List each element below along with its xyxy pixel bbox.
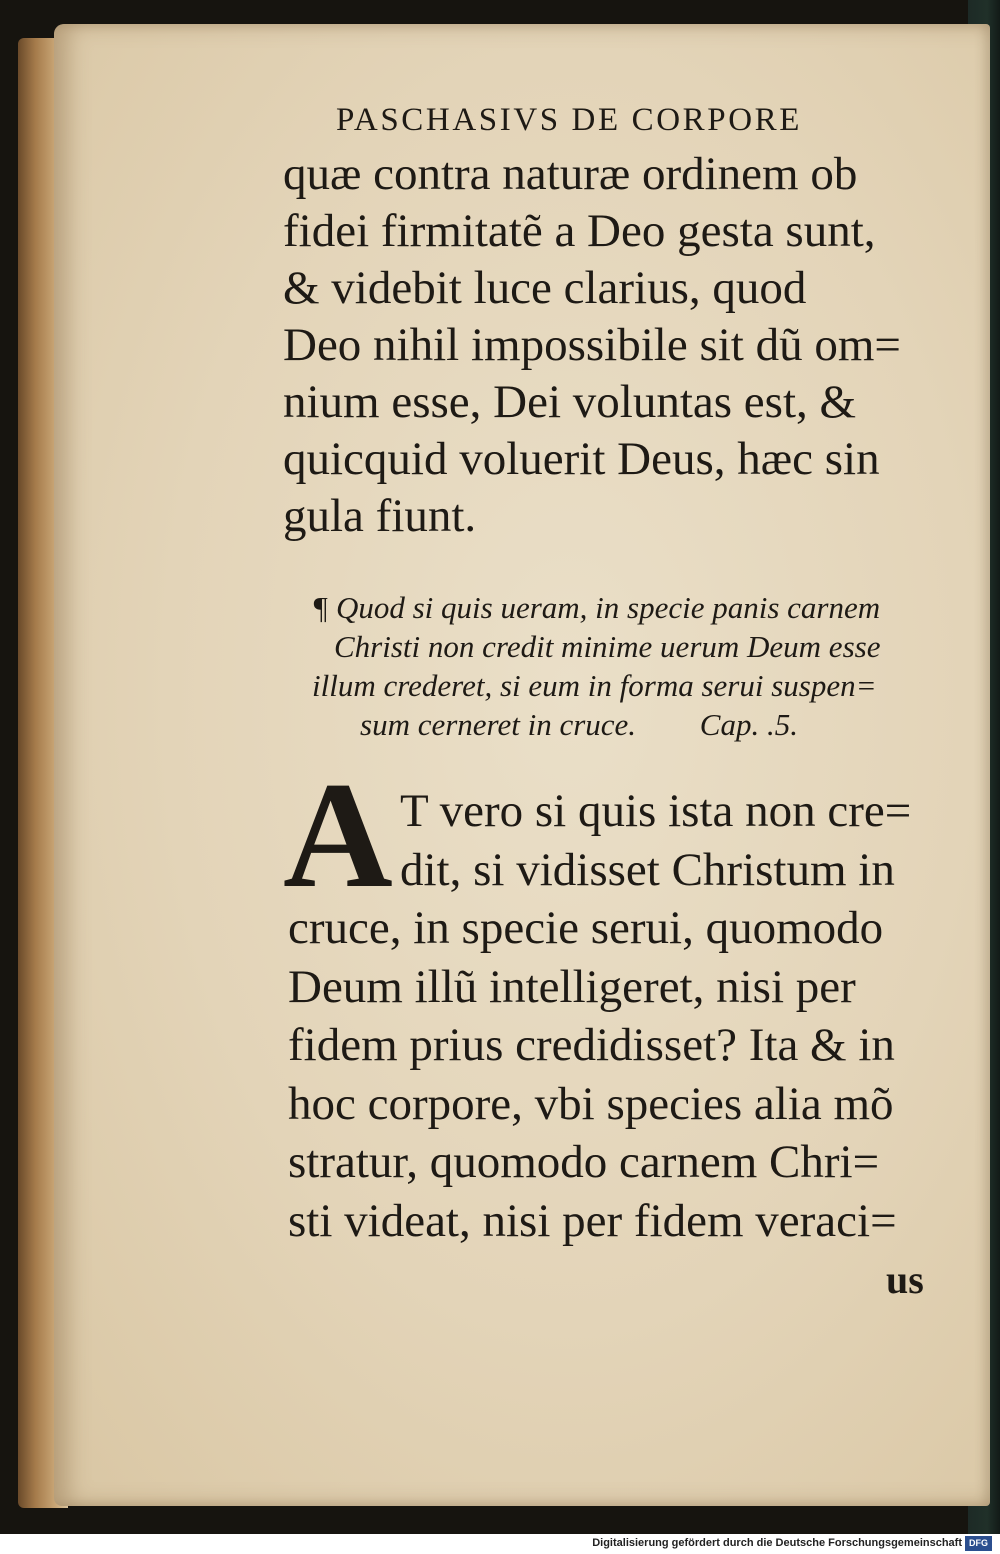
- text-line: nium esse, Dei voluntas est, &: [283, 376, 857, 428]
- chapter-number: Cap. .5.: [699, 707, 798, 742]
- text-line: quæ contra naturæ ordinem ob: [283, 148, 858, 200]
- chapter-heading-line: sum cerneret in cruce.: [360, 707, 637, 742]
- funding-credit: Digitalisierung gefördert durch die Deutsche Forschungsgemeinschaft: [592, 1537, 962, 1549]
- paragraph-continuation: [283, 146, 943, 545]
- chapter-heading-line: illum crederet, si eum in forma serui suspen=: [312, 668, 877, 703]
- text-line: quicquid voluerit Deus, hæc sin: [283, 433, 880, 485]
- chapter-heading-line: Christi non credit minime uerum Deum esse: [334, 629, 881, 664]
- catchword: us: [886, 1257, 924, 1302]
- text-line: Deum illũ intelligeret, nisi per: [288, 960, 856, 1013]
- footer-bar: [0, 1534, 1000, 1554]
- text-line: fidei firmitatẽ a Deo gesta sunt,: [283, 205, 876, 257]
- chapter-heading: [312, 588, 922, 744]
- chapter-heading-last-line: [312, 705, 922, 744]
- drop-cap-initial: A: [283, 751, 393, 919]
- chapter-heading-line: ¶ Quod si quis ueram, in specie panis carnem: [312, 590, 881, 625]
- running-head: PASCHASIVS DE CORPORE: [336, 102, 803, 138]
- text-line: fidem prius credidisset? Ita & in: [288, 1019, 895, 1071]
- dfg-logo-icon: DFG: [965, 1536, 992, 1551]
- text-line: stratur, quomodo carnem Chri=: [288, 1136, 880, 1188]
- text-line: & videbit luce clarius, quod: [283, 262, 807, 314]
- text-line: cruce, in specie serui, quomodo: [288, 902, 884, 954]
- text-line: gula fiunt.: [283, 490, 477, 542]
- text-line: dit, si vidisset Christum in: [400, 843, 895, 896]
- text-line: Deo nihil impossibile sit dũ om=: [283, 319, 901, 371]
- chapter-text: [288, 782, 948, 1250]
- text-line: T vero si quis ista non cre=: [400, 785, 912, 837]
- text-line: hoc corpore, vbi species alia mõ: [288, 1077, 894, 1130]
- text-line: sti videat, nisi per fidem veraci=: [288, 1194, 897, 1247]
